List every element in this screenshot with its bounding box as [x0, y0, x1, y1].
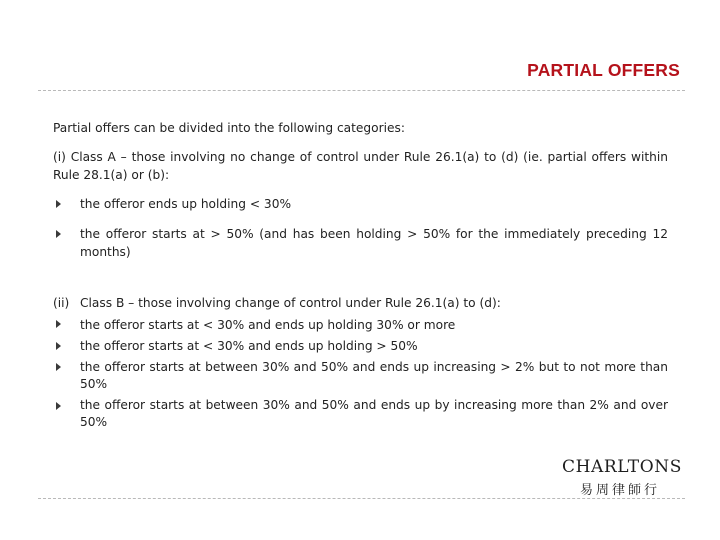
class-b-bullet-4: the offeror starts at between 30% and 50% and ends up by increasing more than 2% and over 50% — [80, 398, 668, 429]
class-b-marker: (ii) — [53, 296, 70, 310]
logo-chinese-name: 易周律師行 — [580, 483, 661, 498]
class-a-bullet-1: the offeror ends up holding < 30% — [80, 197, 292, 211]
class-a-bullet-2: the offeror starts at > 50% (and has been holding > 50% for the immediately preceding 12 months) — [80, 227, 668, 259]
class-a-bullet-marker-2 — [56, 230, 61, 238]
bottom-divider — [38, 498, 685, 499]
logo-name: CHARLTONS — [562, 457, 683, 477]
class-b-bullet-2: the offeror starts at < 30% and ends up holding > 50% — [80, 339, 418, 353]
class-a-paragraph: (i) Class A – those involving no change of control under Rule 26.1(a) to (d) (ie. partial offers within Rule 28.1(a) or (b): — [53, 150, 668, 182]
intro-text: Partial offers can be divided into the following categories: — [53, 121, 405, 135]
class-b-bullet-3: the offeror starts at between 30% and 50% and ends up increasing > 2% but to not more than 50% — [80, 360, 668, 391]
class-b-bullet-marker-3 — [56, 363, 61, 371]
class-b-bullet-marker-2 — [56, 342, 61, 350]
class-b-bullet-1: the offeror starts at < 30% and ends up holding 30% or more — [80, 318, 456, 332]
class-b-heading: Class B – those involving change of control under Rule 26.1(a) to (d): — [80, 296, 501, 310]
class-b-bullet-marker-1 — [56, 320, 61, 328]
class-b-bullet-marker-4 — [56, 402, 61, 410]
top-divider — [38, 90, 685, 91]
page-title: PARTIAL OFFERS — [527, 60, 680, 80]
class-a-bullet-marker-1 — [56, 200, 61, 208]
